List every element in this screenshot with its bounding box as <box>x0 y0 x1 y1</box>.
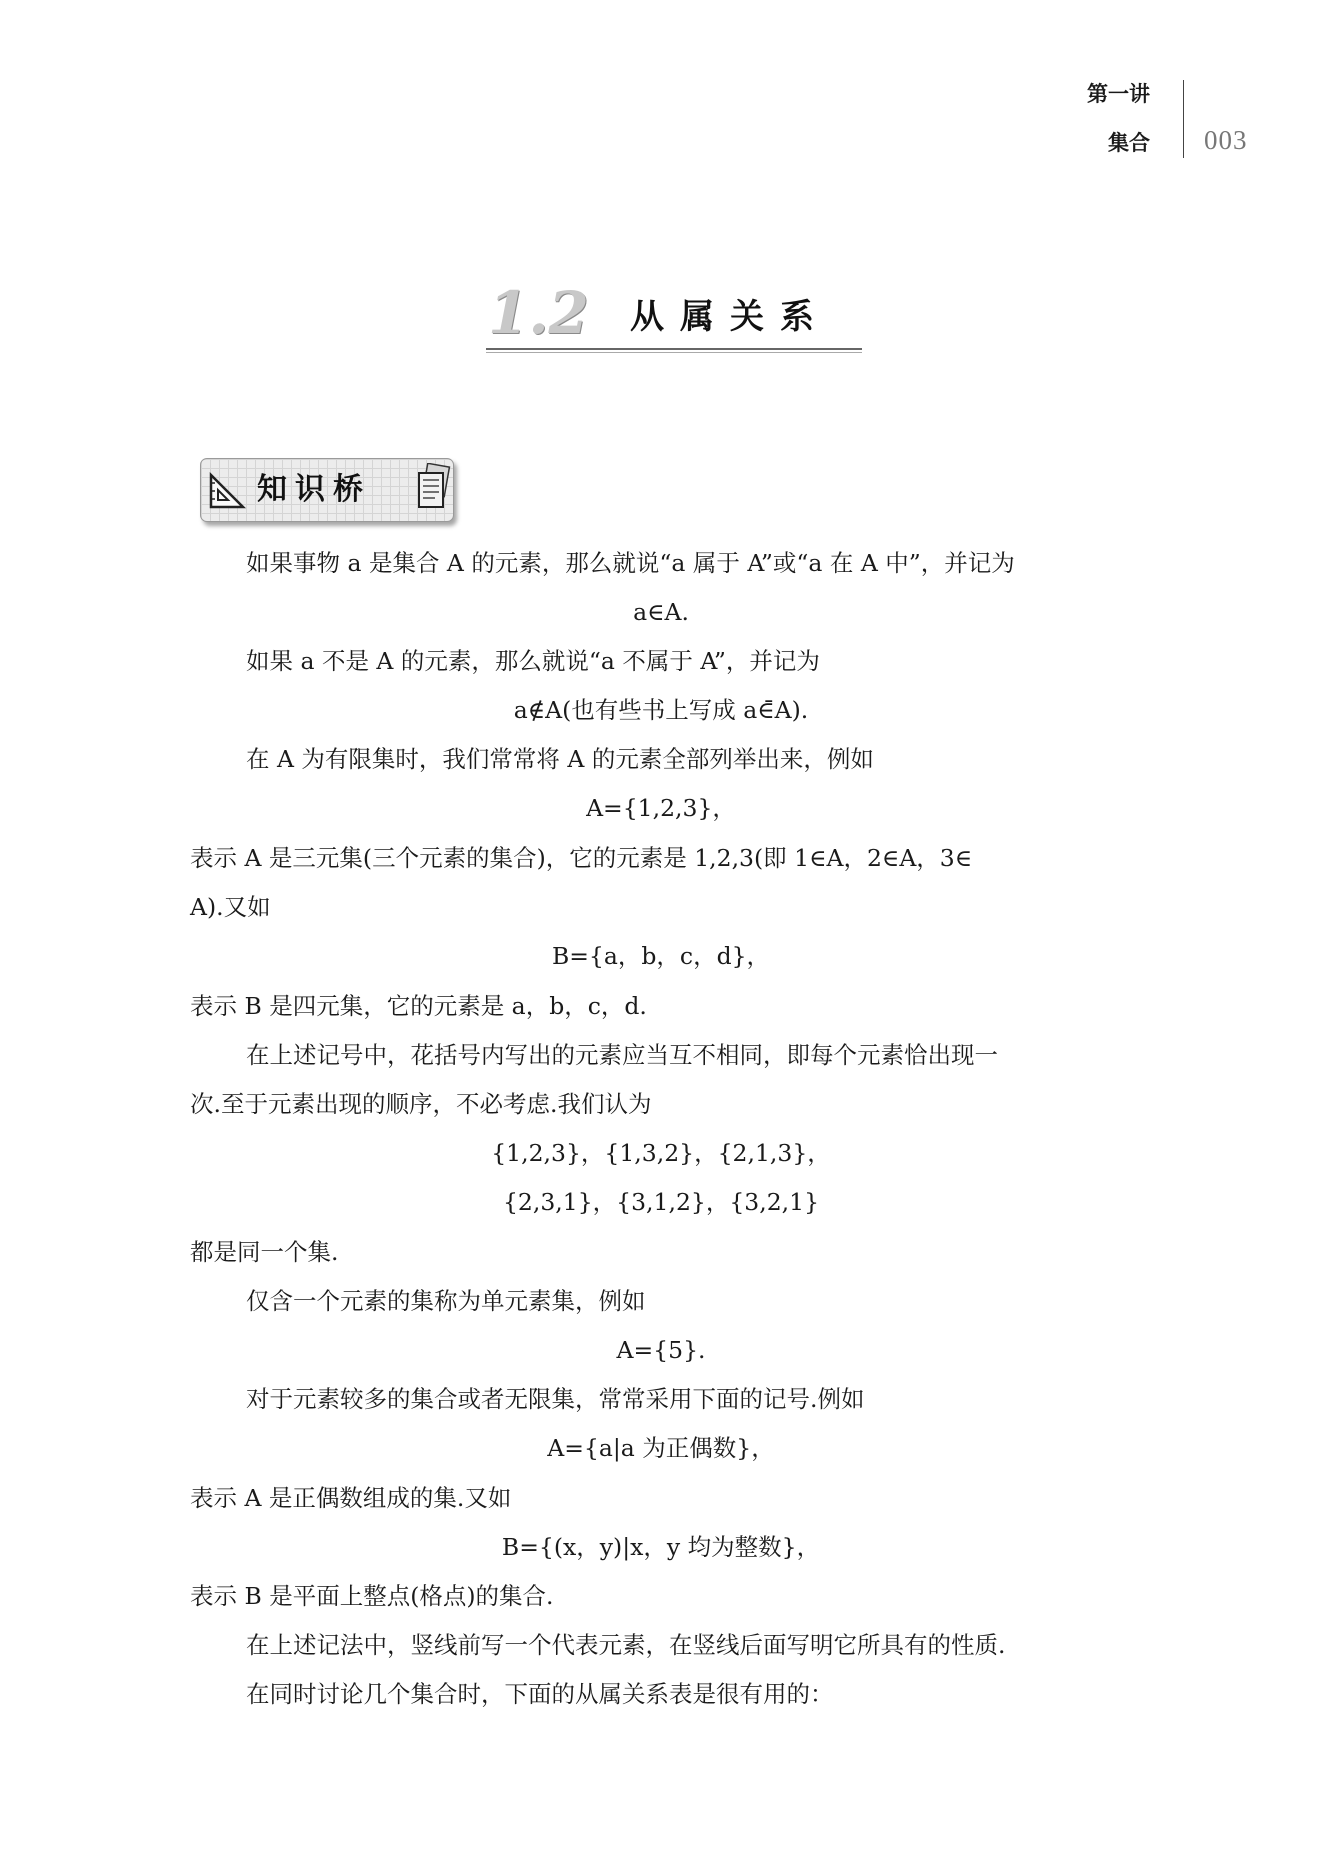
paragraph-distinct-elements: 在上述记号中，花括号内写出的元素应当互不相同，即每个元素恰出现一 <box>246 1041 998 1069</box>
paragraph-even-numbers: 表示 A 是正偶数组成的集.又如 <box>190 1484 512 1512</box>
paragraph-finite-set: 在 A 为有限集时，我们常常将 A 的元素全部列举出来，例如 <box>246 745 874 773</box>
paragraph-distinct-elements-cont: 次.至于元素出现的顺序，不必考虑.我们认为 <box>190 1090 652 1118</box>
set-square-icon <box>207 471 247 511</box>
paragraph-vertical-bar: 在上述记法中，竖线前写一个代表元素，在竖线后面写明它所具有的性质. <box>246 1631 1006 1659</box>
banner-label: 知识桥 <box>257 472 371 507</box>
formula-permutations-1: {1,2,3}，{1,3,2}，{2,1,3}， <box>491 1139 831 1167</box>
formula-A-5: A={5}. <box>616 1336 706 1364</box>
paragraph-membership-definition: 如果事物 a 是集合 A 的元素，那么就说“a 属于 A”或“a 在 A 中”，并记为 <box>246 549 1015 577</box>
running-header-section: 集合 <box>1108 131 1150 155</box>
paragraph-non-membership: 如果 a 不是 A 的元素，那么就说“a 不属于 A”，并记为 <box>246 647 820 675</box>
section-number: 1.2 <box>488 279 589 347</box>
paragraph-set-builder-intro: 对于元素较多的集合或者无限集，常常采用下面的记号.例如 <box>246 1385 865 1413</box>
paragraph-same-set: 都是同一个集. <box>190 1238 339 1266</box>
section-title: 从属关系 <box>630 297 830 337</box>
knowledge-bridge-banner <box>200 458 454 522</box>
paragraph-three-element-set-cont: A).又如 <box>190 893 271 921</box>
document-stack-icon <box>415 463 451 513</box>
paragraph-four-element-set: 表示 B 是四元集，它的元素是 a，b，c，d. <box>190 992 647 1020</box>
formula-even-numbers: A={a|a 为正偶数}， <box>547 1434 775 1462</box>
paragraph-membership-table: 在同时讨论几个集合时，下面的从属关系表是很有用的： <box>246 1680 834 1708</box>
paragraph-three-element-set: 表示 A 是三元集(三个元素的集合)，它的元素是 1,2,3(即 1∈A，2∈A，3∈ <box>190 844 973 872</box>
formula-lattice-points: B={(x，y)|x，y 均为整数}， <box>501 1533 821 1561</box>
page-number: 003 <box>1204 125 1248 155</box>
formula-permutations-2: {2,3,1}，{3,1,2}，{3,2,1} <box>502 1188 820 1216</box>
running-header-chapter: 第一讲 <box>1087 82 1150 106</box>
formula-a-in-A: a∈A. <box>633 598 689 626</box>
header-divider <box>1183 80 1184 158</box>
paragraph-lattice-points: 表示 B 是平面上整点(格点)的集合. <box>190 1582 554 1610</box>
section-title-underline-thin <box>486 352 862 353</box>
section-title-underline <box>486 348 862 350</box>
formula-B-abcd: B={a，b，c，d}， <box>551 942 771 970</box>
formula-a-not-in-A: a∉A(也有些书上写成 a∈̄A). <box>513 696 809 724</box>
paragraph-singleton: 仅含一个元素的集称为单元素集，例如 <box>246 1287 646 1315</box>
formula-A-123: A={1,2,3}， <box>586 794 736 822</box>
